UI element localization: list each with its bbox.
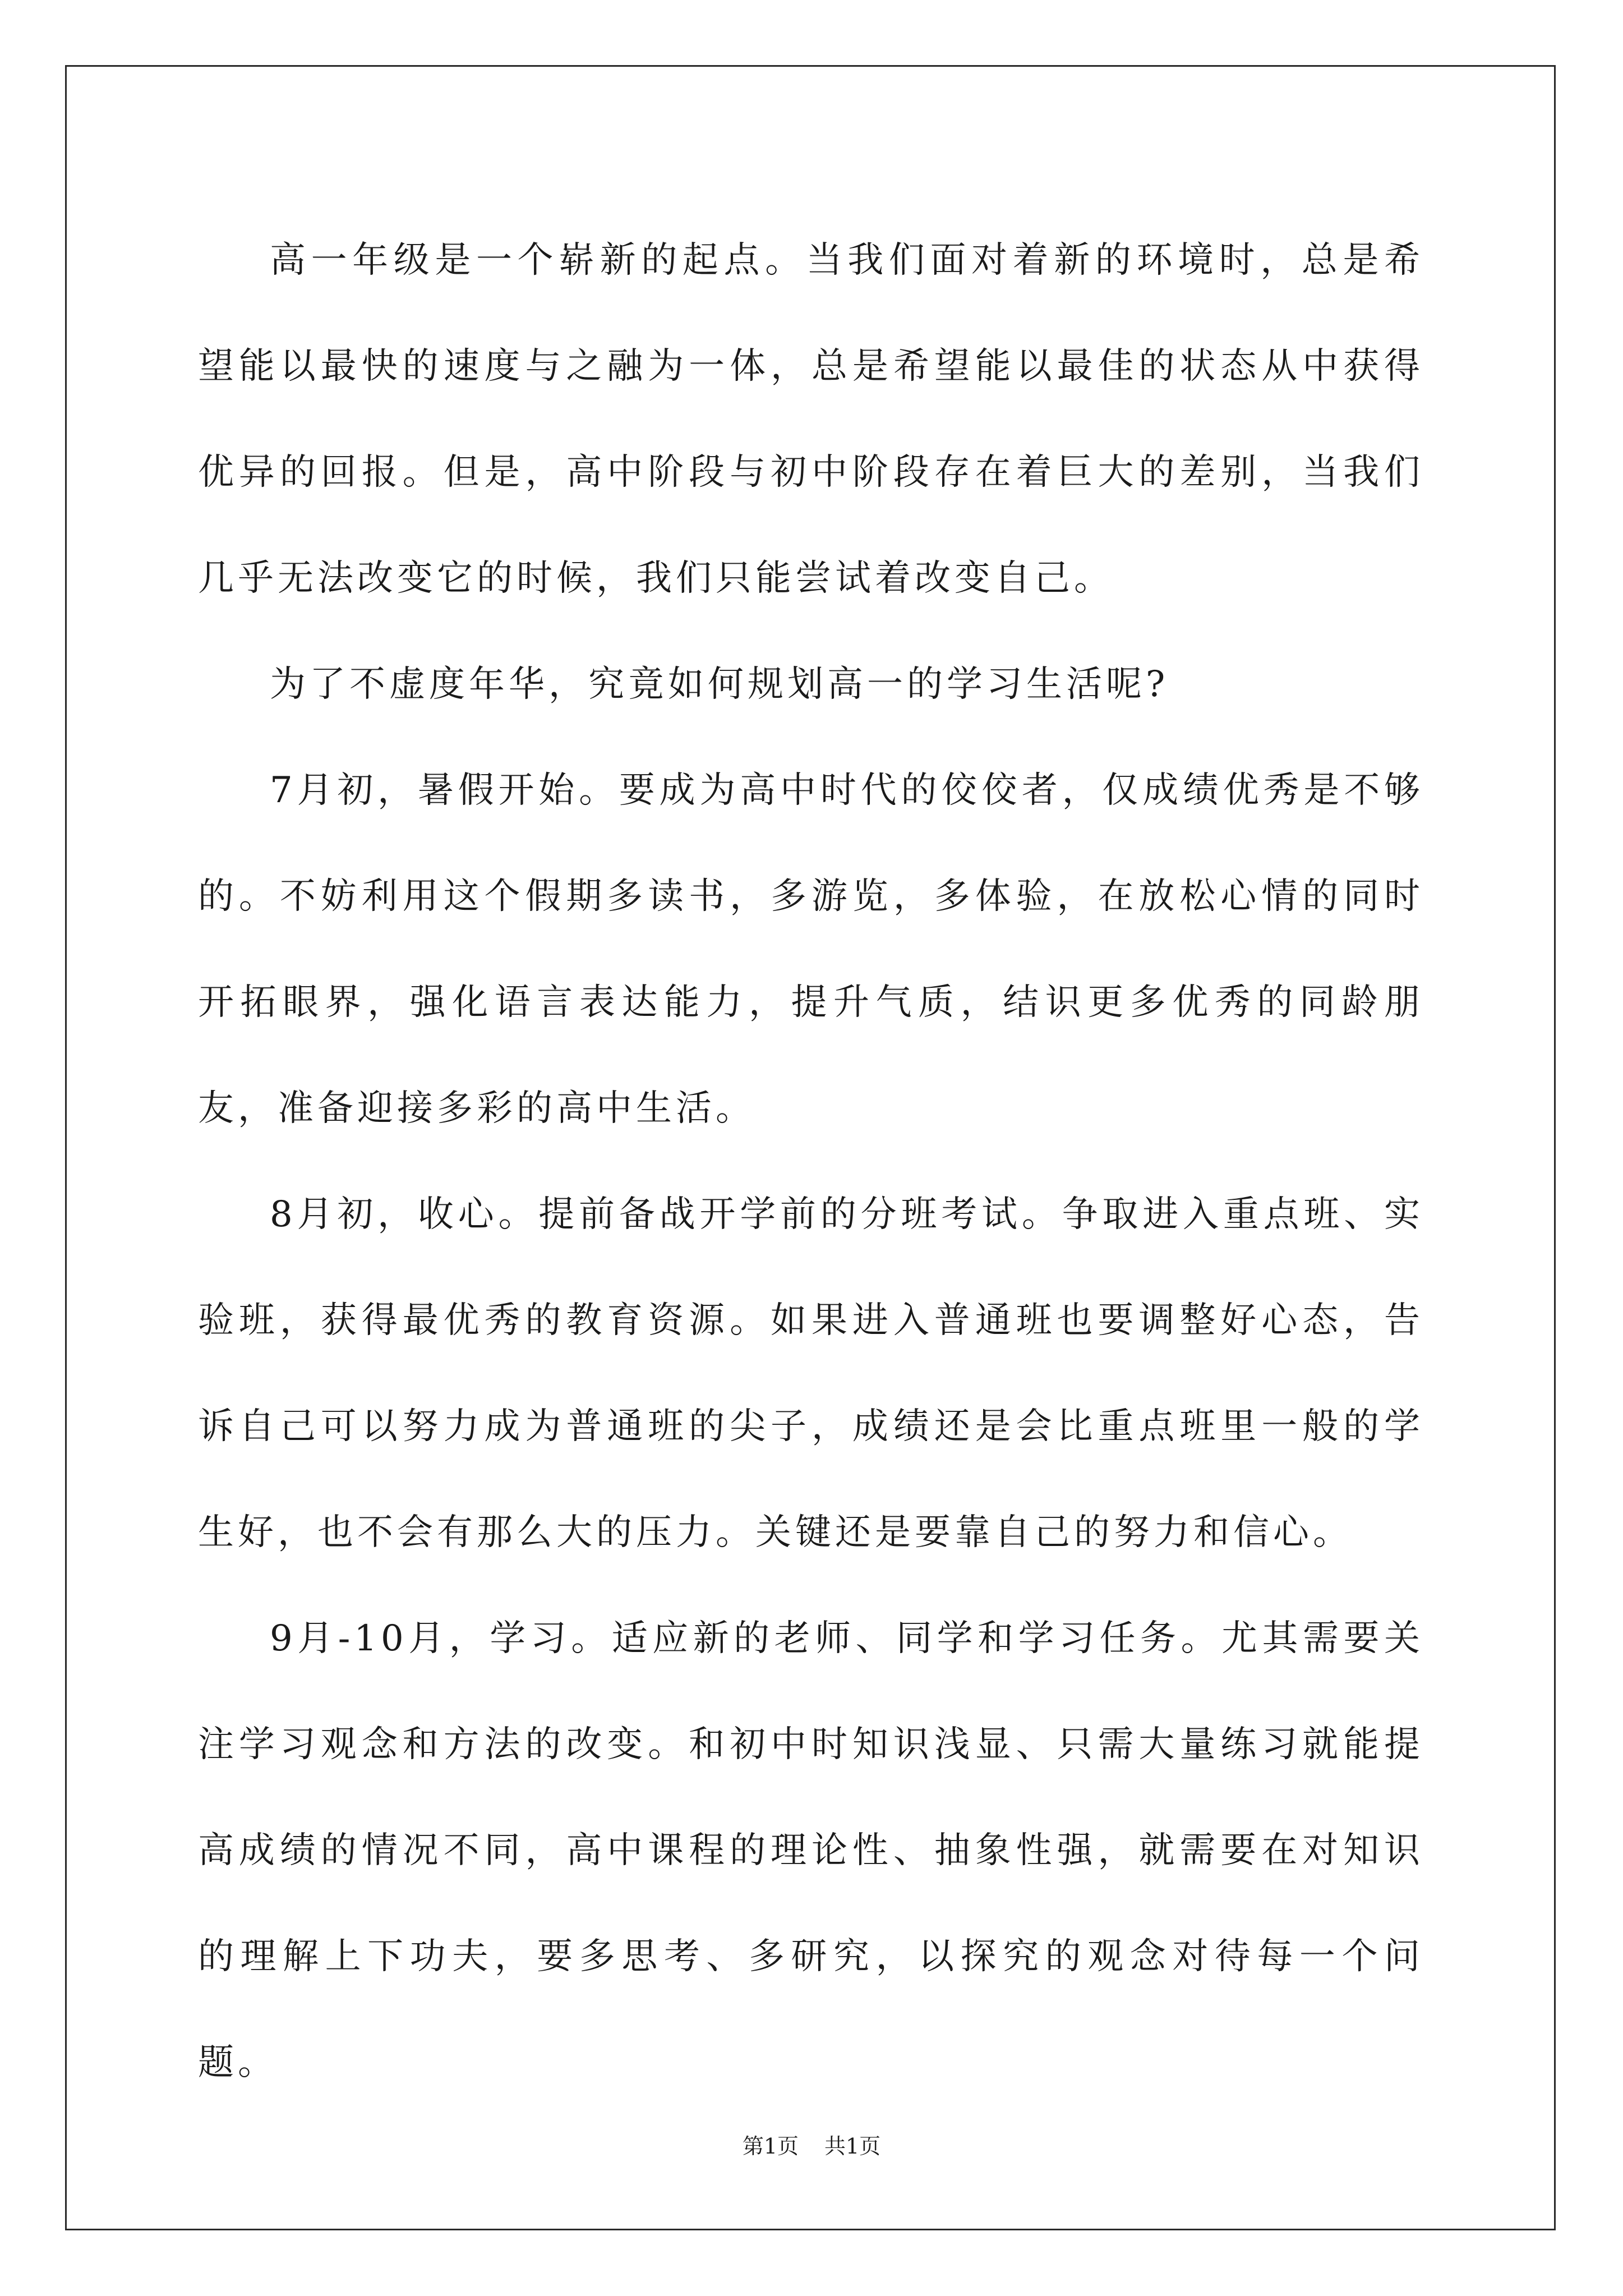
page-number: 第1页 (742, 2134, 799, 2159)
paragraph-september-october: 9月-10月，学习。适应新的老师、同学和学习任务。尤其需要关注学习观念和方法的改变。和初中时知识浅显、只需大量练习就能提高成绩的情况不同，高中课程的理论性、抽象性强，就需要在对知识的理解上下功夫，要多思考、多研究，以探究的观念对待每一个问题。 (198, 1618, 1424, 2083)
paragraph-july: 7月初，暑假开始。要成为高中时代的佼佼者，仅成绩优秀是不够的。不妨利用这个假期多读书，多游览，多体验，在放松心情的同时开拓眼界，强化语言表达能力，提升气质，结识更多优秀的同龄朋友，准备迎接多彩的高中生活。 (198, 770, 1424, 1129)
page-footer (0, 2132, 1623, 2161)
paragraph-question: 为了不虚度年华，究竟如何规划高一的学习生活呢? (270, 664, 1169, 705)
page-total: 共1页 (824, 2134, 881, 2159)
document-body (198, 208, 1424, 2116)
paragraph-august: 8月初，收心。提前备战开学前的分班考试。争取进入重点班、实验班，获得最优秀的教育资源。如果进入普通班也要调整好心态，告诉自己可以努力成为普通班的尖子，成绩还是会比重点班里一般的学生好，也不会有那么大的压力。关键还是要靠自己的努力和信心。 (198, 1194, 1424, 1553)
paragraph-intro: 高一年级是一个崭新的起点。当我们面对着新的环境时，总是希望能以最快的速度与之融为一体，总是希望能以最佳的状态从中获得优异的回报。但是，高中阶段与初中阶段存在着巨大的差别，当我们几乎无法改变它的时候，我们只能尝试着改变自己。 (198, 240, 1424, 599)
